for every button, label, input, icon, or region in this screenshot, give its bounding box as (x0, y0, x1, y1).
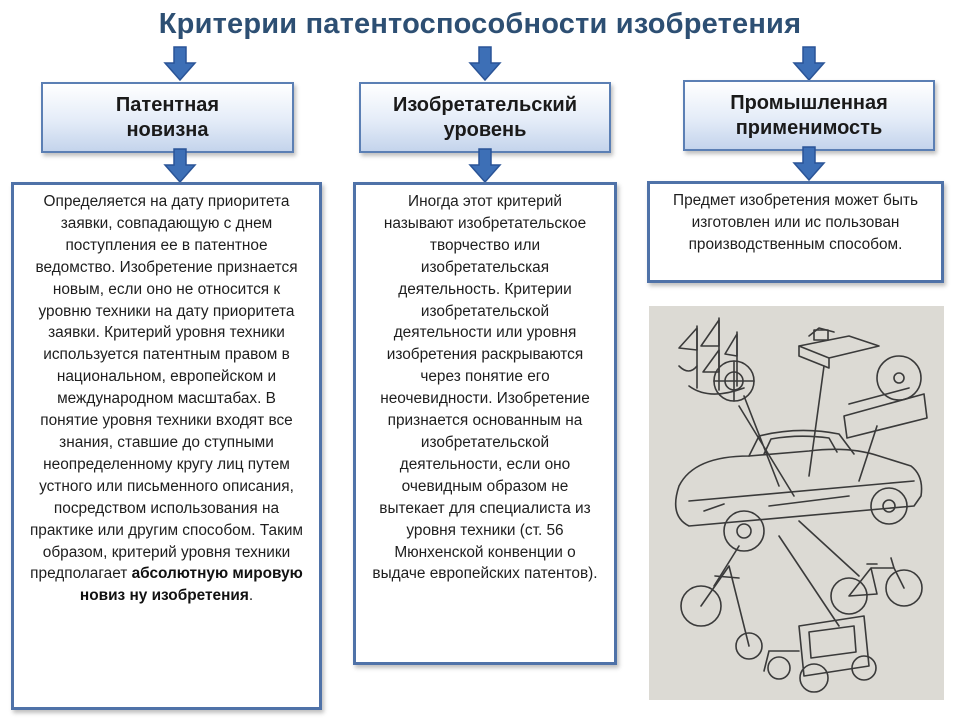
page-title: Критерии патентоспособности изобретения (158, 8, 802, 40)
emphasis-text: абсолютную мировую новиз ну изобретения (79, 565, 303, 605)
bicycle-sketch (831, 558, 922, 614)
down-arrow-icon (792, 146, 826, 182)
criterion-description-novelty: Определяется на дату приоритета заявки, совпадающую с днем поступления ее в патентное ведомство. Изобретение признается новым, если оно не относится к уровню техники на дату приоритета заявки. Критерий уровня техники используется патентным правом в национальном, европейском и международном масштабах. В понятие уровня техники входят все знания, ставшие до ступными неопределенному кругу лиц путем устного или письменного описания, посредством использования на практике или другим способом. Таким образом, критерий уровня техники предполагает абсолютную мировую новиз ну изобретения. (11, 182, 322, 710)
criterion-header-novelty: Патентная новизна (41, 82, 294, 153)
gear-sketch (714, 361, 754, 401)
car-sketch (676, 430, 922, 551)
down-arrow-icon (163, 148, 197, 184)
down-arrow-icon (163, 46, 197, 82)
down-arrow-icon (792, 46, 826, 82)
down-arrow-icon (468, 148, 502, 184)
machine-sketch (799, 328, 879, 368)
down-arrow-icon (468, 46, 502, 82)
inventions-illustration (649, 306, 944, 700)
criterion-description-industrial-applicability: Предмет изобретения может быть изготовлен или ис пользован производственным способом. (647, 181, 944, 283)
loom-sketch (844, 356, 927, 438)
criterion-description-inventive-step: Иногда этот критерий называют изобретательское творчество или изобретательская деятельность. Критерии изобретательской деятельности или уровня изобретения раскрываются через понятие его неочевидности. Изобретение признается основанным на изобретательской деятельности, если оно очевидным образом не вытекает для специалиста из уровня техники (ст. 56 Мюнхенской конвенции о выдаче европейских патентов). (353, 182, 617, 665)
carriage-sketch (764, 616, 876, 692)
criterion-header-industrial-applicability: Промышленная применимость (683, 80, 935, 151)
criterion-header-inventive-step: Изобретательский уровень (359, 82, 611, 153)
old-bicycle-sketch (681, 566, 762, 659)
